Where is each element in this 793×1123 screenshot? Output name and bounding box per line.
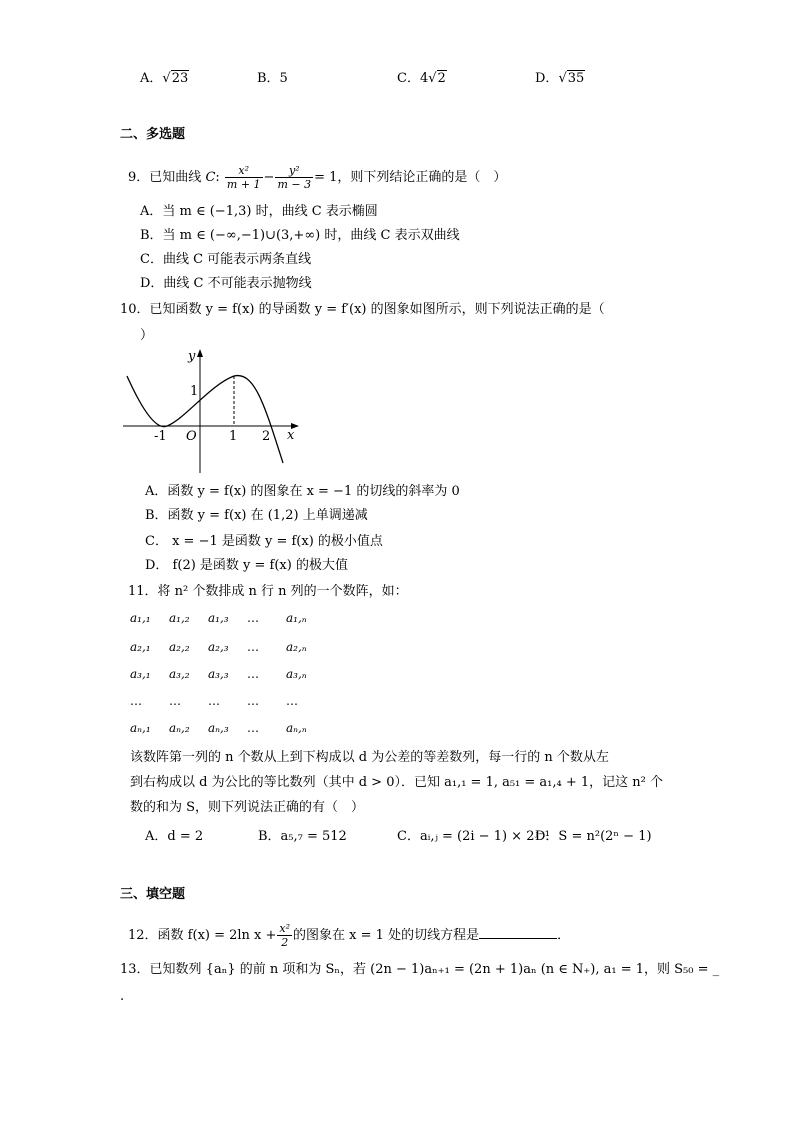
q13-stem: 13．已知数列 {aₙ} 的前 n 项和为 Sₙ，若 (2n − 1)aₙ₊₁ = (2n + 1)aₙ (n ∈ N₊), a₁ = 1，则 S₅₀ = _ — [120, 962, 720, 977]
tick-2: 2 — [262, 429, 271, 444]
matrix-row-3: a₃,₁ a₃,₂ a₃,₃ … a₃,ₙ — [130, 667, 307, 681]
q11-paragraph-3: 数的和为 S，则下列说法正确的有（ ） — [130, 800, 365, 815]
q10-option-c: C． x = −1 是函数 y = f(x) 的极小值点 — [145, 534, 383, 549]
derivative-graph — [115, 345, 315, 477]
tick-y1: 1 — [190, 384, 199, 399]
q11-option-b: B．a₅,₇ = 512 — [258, 829, 347, 844]
tick-1: 1 — [229, 429, 238, 444]
q10-option-d: D． f(2) 是函数 y = f(x) 的极大值 — [145, 558, 348, 573]
tick-neg1: -1 — [154, 429, 167, 444]
q11-paragraph-2: 到右构成以 d 为公比的等比数列（其中 d > 0）．已知 a₁,₁ = 1, a₅₁ = a₁,₄ + 1，记这 n² 个 — [130, 775, 664, 790]
q8-option-b: B．5 — [257, 71, 288, 86]
matrix-row-1: a₁,₁ a₁,₂ a₁,₃ … a₁,ₙ — [130, 611, 307, 625]
y-label: y — [188, 349, 196, 364]
q9-option-c: C．曲线 C 可能表示两条直线 — [140, 252, 312, 267]
q10-stem-close: ） — [140, 328, 154, 343]
matrix-row-2: a₂,₁ a₂,₂ a₂,₃ … a₂,ₙ — [130, 640, 307, 654]
q9-stem: 9．已知曲线 C: $\frac{\text{x²}}{m + 1}$ − $\frac{\text{y²}}{m - 3}$ = 1，则下列结论正确的是（ ） — [128, 164, 507, 191]
q11-option-a: A．d = 2 — [145, 829, 204, 844]
q8-option-c: C．4√2 — [397, 71, 446, 86]
section-heading-multi-choice: 二、多选题 — [120, 127, 186, 142]
q11-option-d: D．S = n²(2ⁿ − 1) — [535, 829, 652, 844]
q10-option-b: B．函数 y = f(x) 在 (1,2) 上单调递减 — [145, 508, 368, 523]
q12-stem: 12．函数 f(x) = 2ln x + $\frac{\text{x²}}{2}$ 的图象在 x = 1 处的切线方程是 ． — [128, 922, 571, 949]
q9-option-d: D．曲线 C 不可能表示抛物线 — [140, 276, 312, 291]
q8-option-d: D．√35 — [535, 71, 585, 86]
origin-label: O — [186, 429, 197, 444]
q11-paragraph-1: 该数阵第一列的 n 个数从上到下构成以 d 为公差的等差数列，每一行的 n 个数从左 — [130, 750, 609, 765]
matrix-row-4: … … … … … — [130, 694, 298, 708]
q11-option-c: C．aᵢ,ⱼ = (2i − 1) × 2ʲ⁻¹ — [397, 829, 550, 844]
q10-option-a: A．函数 y = f(x) 的图象在 x = −1 的切线的斜率为 0 — [145, 484, 460, 499]
q11-stem: 11．将 n² 个数排成 n 行 n 列的一个数阵，如： — [128, 584, 408, 599]
q10-stem: 10．已知函数 y = f(x) 的导函数 y = f′(x) 的图象如图所示，则下列说法正确的是（ — [120, 302, 605, 317]
derivative-curve — [127, 376, 283, 463]
q8-option-a: A．√23 — [140, 71, 189, 86]
q9-option-b: B．当 m ∈ (−∞,−1)∪(3,+∞) 时，曲线 C 表示双曲线 — [140, 228, 460, 243]
y-axis-arrow — [197, 349, 203, 357]
x-label: x — [287, 428, 295, 443]
section-heading-fill-in: 三、填空题 — [120, 887, 186, 902]
matrix-row-5: aₙ,₁ aₙ,₂ aₙ,₃ … aₙ,ₙ — [130, 721, 307, 735]
answer-blank — [479, 926, 557, 939]
q9-option-a: A．当 m ∈ (−1,3) 时，曲线 C 表示椭圆 — [140, 204, 378, 219]
q13-end: . — [120, 989, 125, 1004]
